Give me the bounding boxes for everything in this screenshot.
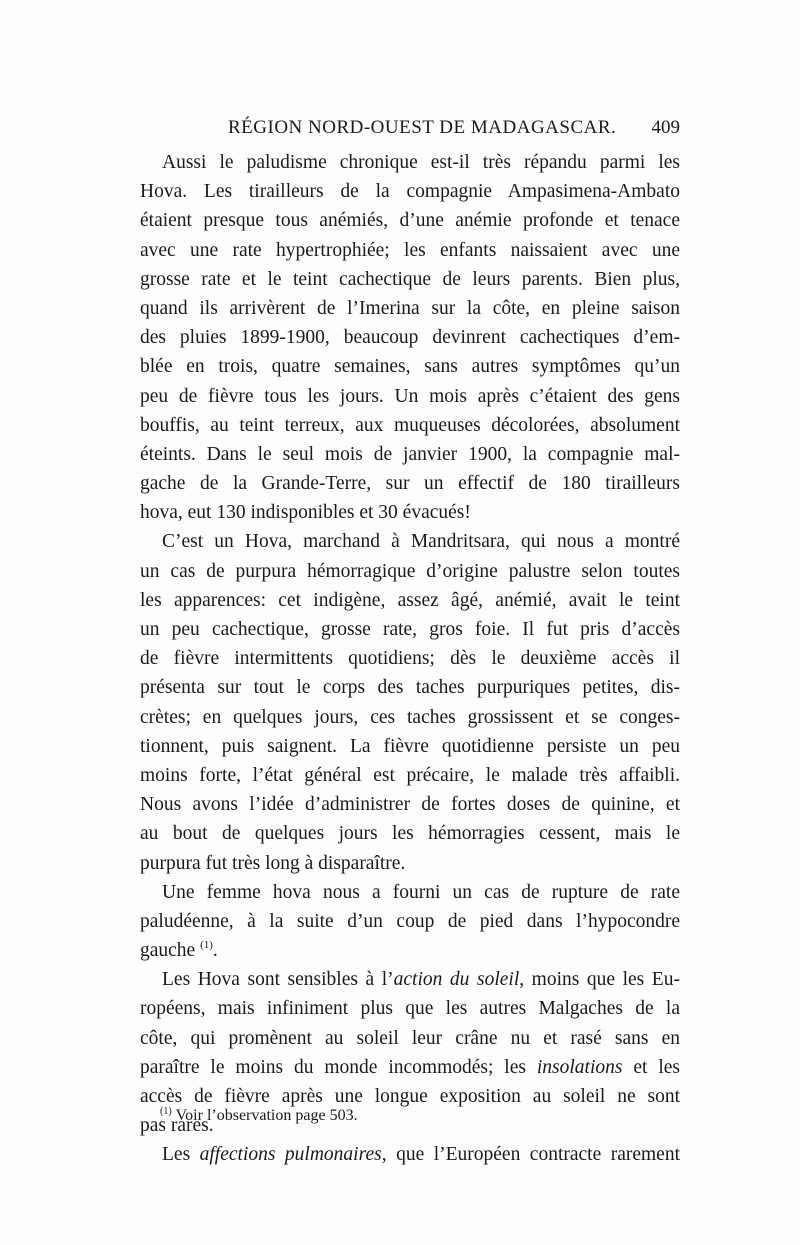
text-line: hova, eut 130 indisponibles et 30 évacués! <box>140 502 471 524</box>
text-line: Hova. Les tirailleurs de la compagnie Ampasimena-Ambato <box>140 181 680 203</box>
text-fragment: Les <box>162 1144 200 1166</box>
text-line: un peu cachectique, grosse rate, gros foie. Il fut pris d’accès <box>140 619 680 640</box>
text-line: accès de fièvre après une longue exposition au soleil ne sont <box>140 1086 680 1107</box>
italic-phrase: insolations <box>536 1056 623 1078</box>
text-fragment: gauche <box>140 940 196 962</box>
text-line: paludéenne, à la suite d’un coup de pied dans l’hypocondre <box>140 910 680 932</box>
text-line <box>140 1140 680 1169</box>
text-line: pas rares. <box>140 1115 214 1137</box>
text-line: Nous avons l’idée d’administrer de fortes doses de quinine, et <box>140 794 680 816</box>
running-header <box>140 117 680 141</box>
text-fragment: Les Hova sont sensibles à l’ <box>162 969 394 991</box>
text-line: un cas de purpura hémorragique d’origine palustre selon toutes <box>140 560 680 582</box>
text-line: crètes; en quelques jours, ces taches grossissent et se conges- <box>140 706 680 728</box>
text-line: étaient presque tous anémiés, d’une anémie profonde et tenace <box>140 210 680 232</box>
italic-phrase: affections pulmonaires <box>199 1144 382 1166</box>
text-line: purpura fut très long à disparaître. <box>140 852 406 874</box>
text-line: éteints. Dans le seul mois de janvier 1900, la compagnie mal- <box>140 443 680 465</box>
text-line: C’est un Hova, marchand à Mandritsara, qui nous a montré <box>162 531 680 553</box>
body-text <box>140 148 680 1170</box>
text-line: Aussi le paludisme chronique est-il très répandu parmi les <box>162 152 680 173</box>
text-fragment: paraître le moins du monde incommodés; les <box>140 1056 537 1078</box>
text-line: côte, qui promènent au soleil leur crâne nu et rasé sans en <box>140 1027 680 1049</box>
text-line: peu de fièvre tous les jours. Un mois après c’étaient des gens <box>140 385 680 407</box>
running-title: RÉGION NORD-OUEST DE MADAGASCAR. <box>228 117 617 138</box>
text-fragment: et les <box>622 1056 680 1078</box>
text-line: des pluies 1899-1900, beaucoup devinrent cachectiques d’em- <box>140 327 680 349</box>
footnote-mark: (1) <box>160 1106 172 1117</box>
text-fragment: , moins que les Eu- <box>519 969 680 991</box>
footnote-reference[interactable]: (1) <box>200 939 213 952</box>
text-fragment: , que l’Européen contracte rarement <box>381 1144 680 1166</box>
footnote-text: Voir l’observation page 503. <box>175 1107 358 1124</box>
text-line: de fièvre intermittents quotidiens; dès le deuxième accès il <box>140 648 680 670</box>
text-fragment: . <box>212 940 218 962</box>
italic-phrase: action du soleil <box>393 969 520 991</box>
text-line <box>140 1053 680 1082</box>
text-line: présenta sur tout le corps des taches purpuriques petites, dis- <box>140 677 680 699</box>
text-line: les apparences: cet indigène, assez âgé, anémié, avait le teint <box>140 589 680 611</box>
text-line <box>140 965 680 994</box>
page-number: 409 <box>651 117 680 138</box>
text-line: grosse rate et le teint cachectique de leurs parents. Bien plus, <box>140 268 680 290</box>
text-line: ropéens, mais infiniment plus que les autres Malgaches de la <box>140 998 680 1020</box>
text-line: moins forte, l’état général est précaire, le malade très affaibli. <box>140 764 680 786</box>
text-line: gache de la Grande-Terre, sur un effectif de 180 tirailleurs <box>140 473 680 495</box>
text-line: Une femme hova nous a fourni un cas de rupture de rate <box>162 881 680 903</box>
text-line: au bout de quelques jours les hémorragies cessent, mais le <box>140 823 680 845</box>
text-line: avec une rate hypertrophiée; les enfants naissaient avec une <box>140 239 680 261</box>
text-line: bouffis, au teint terreux, aux muqueuses décolorées, absolument <box>140 414 680 436</box>
text-line: tionnent, puis saignent. La fièvre quotidienne persiste un peu <box>140 735 680 757</box>
text-line: quand ils arrivèrent de l’Imerina sur la côte, en pleine saison <box>140 297 680 319</box>
text-line <box>140 936 680 965</box>
text-line: blée en trois, quatre semaines, sans autres symptômes qu’un <box>140 356 680 378</box>
footnote <box>160 1106 358 1125</box>
